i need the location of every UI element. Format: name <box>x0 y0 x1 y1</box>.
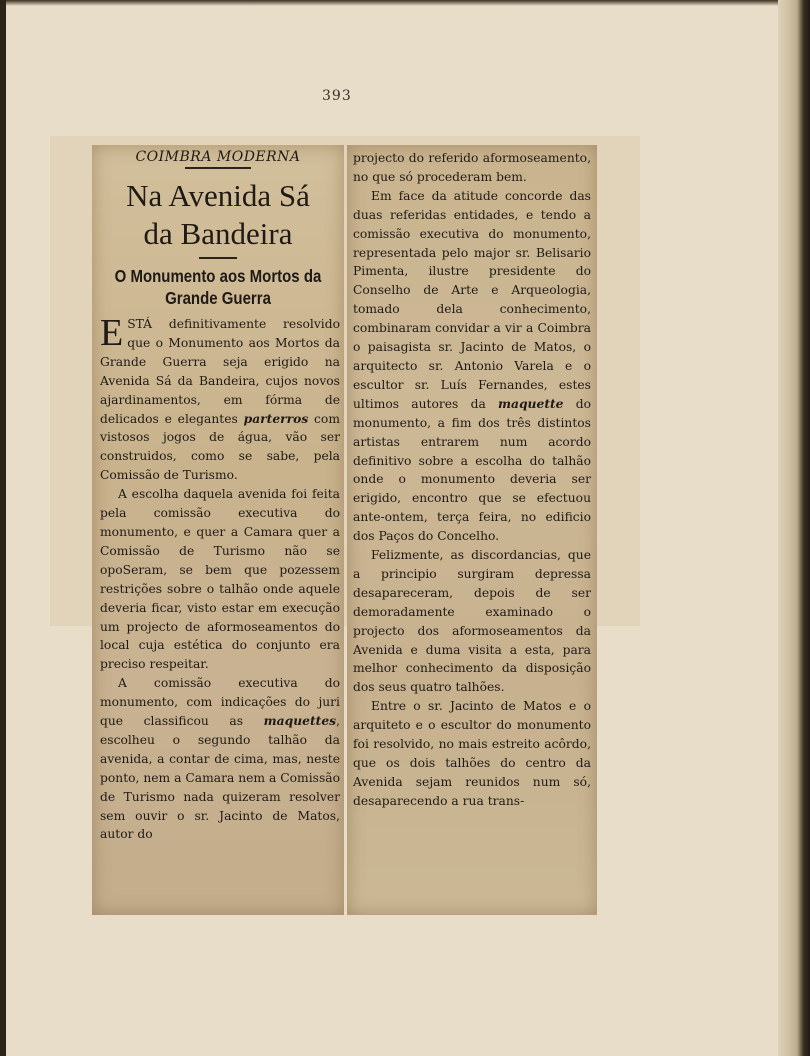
subheadline <box>98 266 338 310</box>
paragraph: Entre o sr. Jacinto de Matos e o arquiteto e o escultor do monumento foi resolvido, no mais estreito acôrdo, que os dois talhões do centro da Avenida sejam reunidos num só, desaparecendo a rua trans- <box>353 699 591 808</box>
section-label: COIMBRA MODERNA <box>135 149 301 165</box>
subhead-line-1: O Monumento aos Mortos da <box>114 267 322 287</box>
page-left-edge <box>0 0 6 1056</box>
headline-line-1: Na Avenida Sá <box>126 178 310 213</box>
headline-line-2: da Bandeira <box>143 216 293 251</box>
drop-cap: E <box>100 312 124 354</box>
page-number: 393 <box>322 88 352 104</box>
paragraph: Em face da atitude concorde das duas referidas entidades, e tendo a comissão executiva do monumento, representada pelo major sr. Belisario Pimenta, ilustre presidente do Conselho de Arte e Arqueologia, tomado dela conhecimento, combinaram convidar a vir a Coimbra o paisagista sr. Jacinto de Matos, o arquitecto sr. Antonio Varela e o escultor sr. Luís Fernandes, estes ultimos autores da maquette do monumento, a fim dos três distintos artistas entrarem num acordo definitivo sobre a escolha do talhão onde o monumento deveria ser erigido, encontro que se efectuou ante-ontem, terça feira, no edificio dos Paços do Concelho. <box>353 188 591 544</box>
page-top-edge <box>0 0 810 6</box>
subhead-line-2: Grande Guerra <box>165 289 271 309</box>
book-binding-edge <box>778 0 810 1056</box>
newspaper-clipping-column-2 <box>347 145 597 915</box>
paragraph: projecto do referido aformoseamento, no que só procederam bem. <box>353 151 591 184</box>
article-body-column-1 <box>100 312 340 844</box>
headline-rule <box>199 257 237 259</box>
paragraph: Felizmente, as discordancias, que a principio surgiram depressa desapareceram, depois de ser demoradamente examinado o projecto dos aformoseamentos da Avenida e duma visita a esta, para melhor conhecimento da disposição dos seus quatro talhões. <box>353 548 591 695</box>
paragraph: A comissão executiva do monumento, com indicações do juri que classificou as maquettes, escolheu o segundo talhão da avenida, a contar de cima, mas, neste ponto, nem a Camara nem a Comissão de Turismo nada quizeram resolver sem ouvir o sr. Jacinto de Matos, autor do <box>100 676 340 842</box>
section-rule <box>185 167 251 169</box>
newspaper-clipping-column-1 <box>92 145 344 915</box>
paragraph: A escolha daquela avenida foi feita pela comissão executiva do monumento, e quer a Camara quer a Comissão de Turismo não se opoSeram, se bem que pozessem restrições sobre o talhão onde aquele deveria ficar, visto estar em execução um projecto de aformoseamentos do local cuja estética do conjunto era preciso respeitar. <box>100 487 340 672</box>
headline <box>92 177 344 253</box>
paragraph: ESTÁ definitivamente resolvido que o Monumento aos Mortos da Grande Guerra seja erigido na Avenida Sá da Bandeira, cujos novos ajardinamentos, em fórma de delicados e elegantes parterros com vistosos jogos de água, vão ser construidos, como se sabe, pela Comissão de Turismo. <box>100 312 340 483</box>
article-body-column-2 <box>353 149 591 811</box>
